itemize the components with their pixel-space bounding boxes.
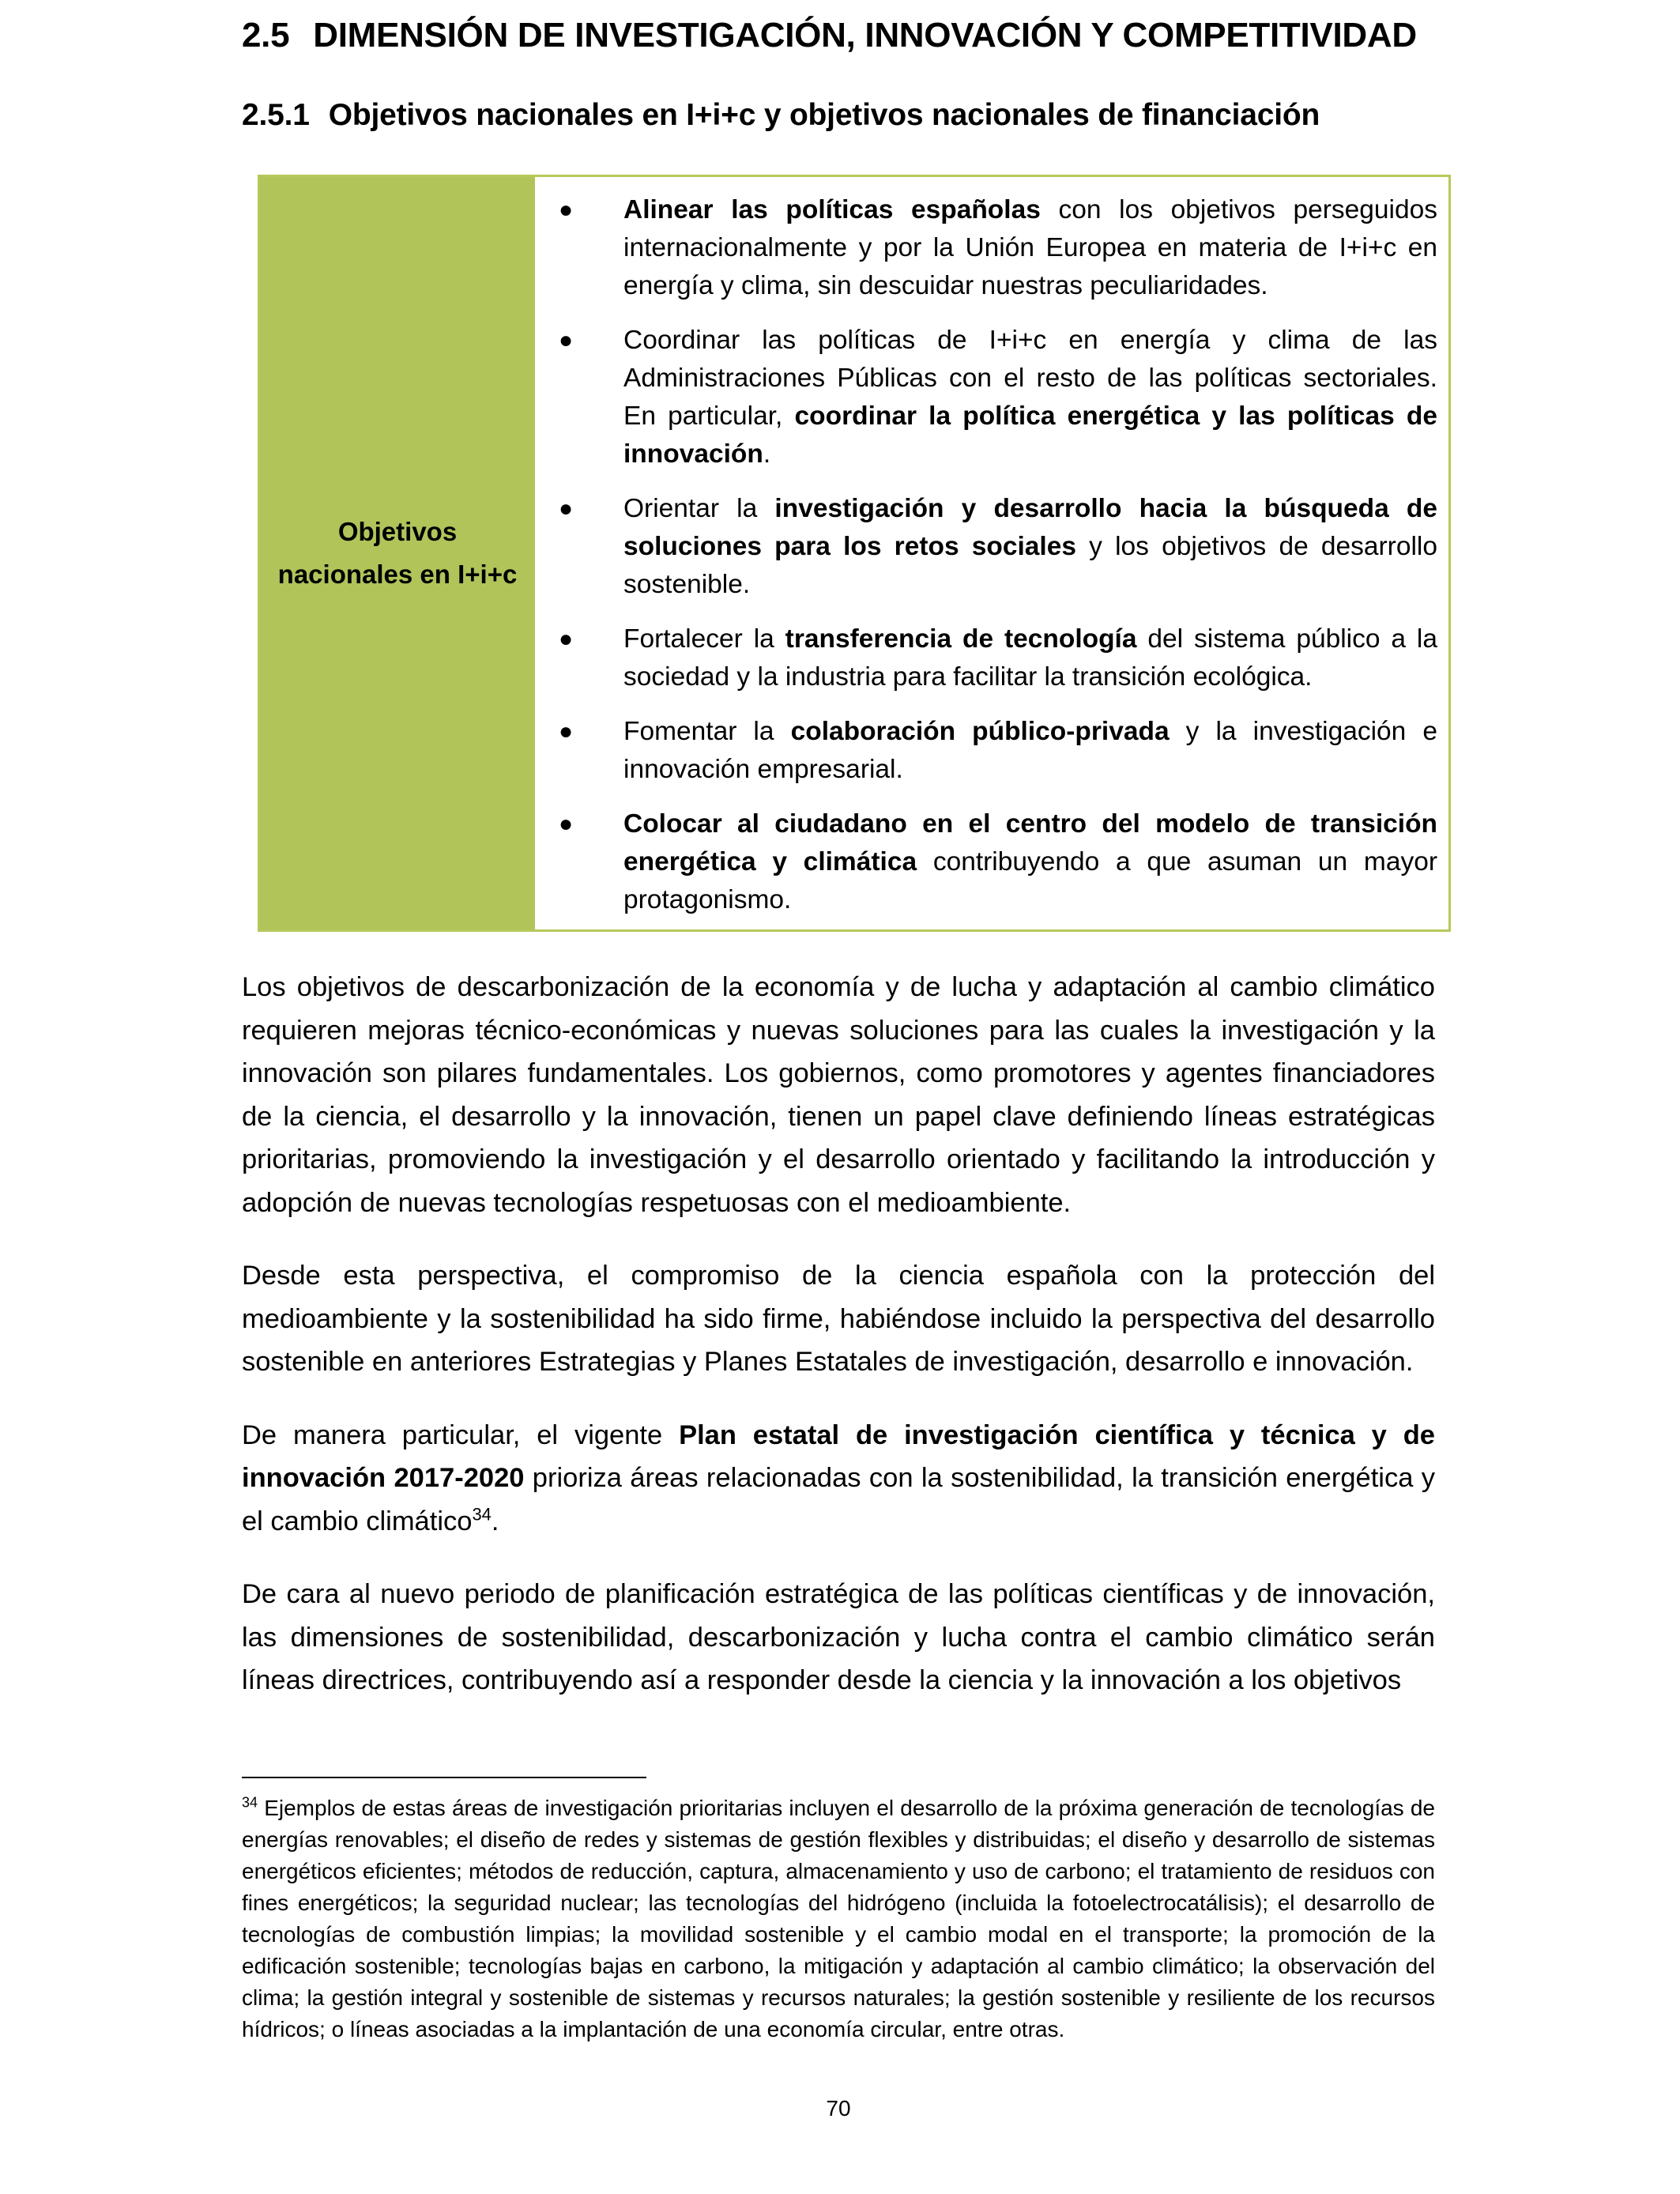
objective-item xyxy=(559,322,1437,473)
subsection-number: 2.5.1 xyxy=(242,98,310,132)
objective-item xyxy=(559,620,1437,696)
subsection-title: Objetivos nacionales en I+i+c y objetivos nacionales de financiación xyxy=(328,98,1320,132)
bullet-icon: ● xyxy=(559,811,574,837)
objective-item xyxy=(559,490,1437,604)
paragraph-text: prioriza áreas relacionadas con la sostenibilidad, la transición energética y el cambio climático xyxy=(242,1463,1435,1536)
bullet-icon: ● xyxy=(559,718,574,745)
paragraph: Desde esta perspectiva, el compromiso de la ciencia española con la protección del medioambiente y la sostenibilidad ha sido firme, habiéndose incluido la perspectiva del desarrollo sostenible en anteriores Estrategias y Planes Estatales de investigación, desarrollo e innovación. xyxy=(242,1261,1435,1377)
body-text xyxy=(242,966,1435,1732)
subsection-heading xyxy=(242,98,1320,133)
objectives-label-line2: nacionales en I+i+c xyxy=(277,560,518,589)
objective-text: Fomentar la xyxy=(623,717,791,746)
bullet-icon: ● xyxy=(559,496,574,522)
bullet-icon: ● xyxy=(559,197,574,223)
paragraph-text: De manera particular, el vigente xyxy=(242,1419,680,1450)
objective-emphasis: colaboración público-privada xyxy=(790,717,1170,746)
objectives-table xyxy=(258,175,1451,932)
objective-emphasis: Alinear las políticas españolas xyxy=(623,195,1041,224)
section-title: DIMENSIÓN DE INVESTIGACIÓN, INNOVACIÓN Y COMPETITIVIDAD xyxy=(313,16,1417,55)
paragraph-emphasis: Plan estatal de investigación científica y técnica y de innovación 2017-2020 xyxy=(242,1419,1435,1493)
objective-emphasis: investigación y desarrollo hacia la búsqueda de soluciones para los retos sociales xyxy=(623,494,1437,561)
objective-text: Orientar la xyxy=(623,494,775,523)
objective-text: contribuyendo a que asuman un mayor protagonismo. xyxy=(623,847,1437,914)
objective-text: Fortalecer la xyxy=(623,624,785,654)
objective-item xyxy=(559,805,1437,919)
section-number: 2.5 xyxy=(242,16,290,55)
objective-text: del sistema público a la sociedad y la industria para facilitar la transición ecológica. xyxy=(623,624,1437,692)
objectives-list xyxy=(559,191,1437,919)
objective-text: y la investigación e innovación empresarial. xyxy=(623,717,1438,784)
section-heading xyxy=(242,16,1417,55)
paragraph: De cara al nuevo periodo de planificación estratégica de las políticas científicas y de innovación, las dimensiones de sostenibilidad, descarbonización y lucha contra el cambio climático serán líneas directrices, contribuyendo así a responder desde la ciencia y la innovación a los objetivos xyxy=(242,1579,1435,1695)
footnote-text: Ejemplos de estas áreas de investigación prioritarias incluyen el desarrollo de la próxima generación de tecnologías de energías renovables; el diseño de redes y sistemas de gestión flexibles y distribuidas; el diseño y desarrollo de sistemas energéticos eficientes; métodos de reducción, captura, almacenamiento y uso de carbono; el tratamiento de residuos con fines energéticos; la seguridad nuclear; las tecnologías del hidrógeno (incluida la fotoelectrocatálisis); el desarrollo de tecnologías de combustión limpias; la movilidad sostenible y el cambio modal en el transporte; la promoción de la edificación sostenible; tecnologías bajas en carbono, la mitigación y adaptación al cambio climático; la observación del clima; la gestión integral y sostenible de sistemas y recursos naturales; la gestión sostenible y resiliente de los recursos hídricos; o líneas asociadas a la implantación de una economía circular, entre otras. xyxy=(242,1796,1435,2041)
bullet-icon: ● xyxy=(559,626,574,652)
footnote-separator xyxy=(242,1777,646,1778)
objectives-label-cell xyxy=(260,177,535,929)
objectives-list-cell xyxy=(535,177,1448,929)
objective-text: . xyxy=(763,439,771,469)
document-page xyxy=(242,0,1438,2194)
page-number: 70 xyxy=(826,2096,851,2120)
paragraph xyxy=(242,1414,1435,1544)
paragraph-text: . xyxy=(491,1506,499,1536)
objective-item xyxy=(559,713,1437,789)
objective-emphasis: Colocar al ciudadano en el centro del modelo de transición energética y climática xyxy=(623,809,1437,876)
objective-emphasis: transferencia de tecnología xyxy=(785,624,1137,654)
footnote xyxy=(242,1793,1435,2045)
objectives-label-line1: Objetivos xyxy=(337,517,458,546)
objective-item xyxy=(559,191,1437,305)
objective-text: con los objetivos perseguidos internacionalmente y por la Unión Europea en materia de I+i+c en energía y clima, sin descuidar nuestras peculiaridades. xyxy=(623,195,1437,300)
paragraph: Los objetivos de descarbonización de la economía y de lucha y adaptación al cambio climático requieren mejoras técnico-económicas y nuevas soluciones para las cuales la investigación y la innovación son pilares fundamentales. Los gobiernos, como promotores y agentes financiadores de la ciencia, el desarrollo y la innovación, tienen un papel clave definiendo líneas estratégicas prioritarias, promoviendo la investigación y el desarrollo orientado y facilitando la introducción y adopción de nuevas tecnologías respetuosas con el medioambiente. xyxy=(242,972,1435,1218)
footnote-reference[interactable]: 34 xyxy=(472,1504,492,1524)
footnote-marker: 34 xyxy=(242,1794,258,1811)
objective-text: y los objetivos de desarrollo sostenible. xyxy=(623,532,1437,599)
objective-emphasis: coordinar la política energética y las políticas de innovación xyxy=(623,401,1437,469)
bullet-icon: ● xyxy=(559,327,574,353)
objective-text: Coordinar las políticas de I+i+c en energía y clima de las Administraciones Públicas con el resto de las políticas sectoriales. En particular, xyxy=(623,326,1437,431)
